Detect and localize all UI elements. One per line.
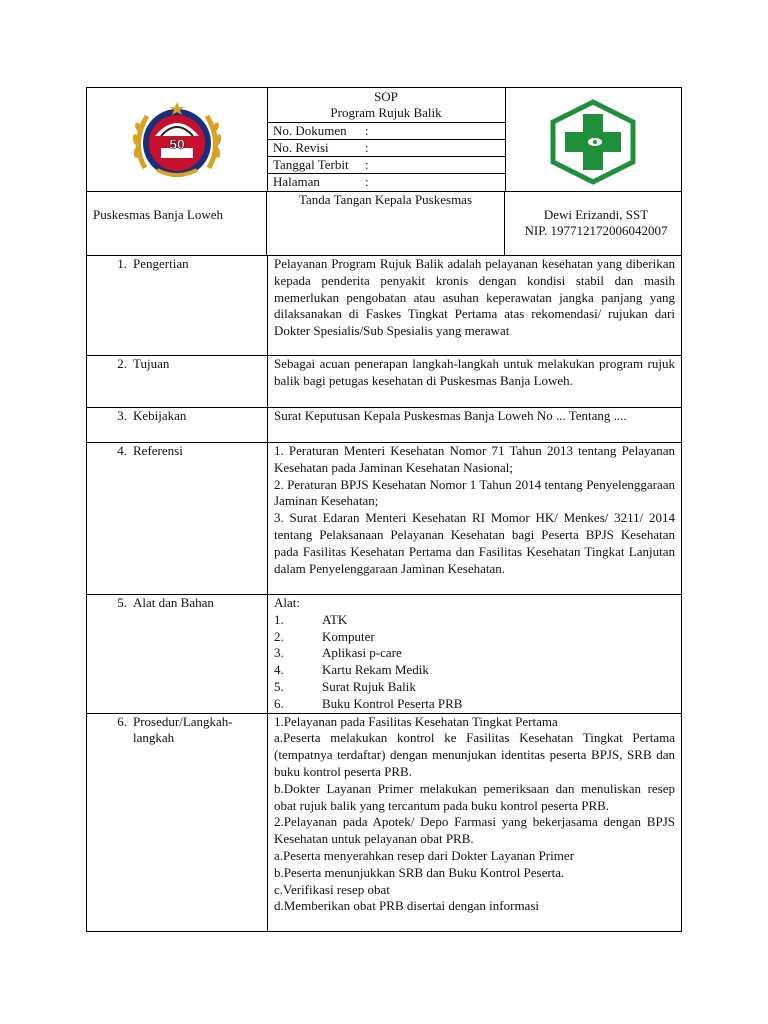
procedure-step: d.Memberikan obat PRB disertai dengan informasi <box>274 898 540 914</box>
regency-seal-icon <box>87 88 267 191</box>
section-kebijakan: 3. Kebijakan Surat Keputusan Kepala Puskesmas Banja Loweh No ... Tentang .... <box>87 408 682 443</box>
document-info <box>267 88 506 191</box>
signature-row <box>86 191 682 256</box>
list-item: 4. Kartu Rekam Medik <box>274 662 429 678</box>
procedure-step: a.Peserta melakukan kontrol ke Fasilitas Kesehatan Tingkat Pertama (tempatnya terdaftar) dengan menunjukan identitas peserta BPJS, SRB dan buku kontrol peserta PRB. <box>274 730 675 779</box>
signature-label: Tanda Tangan Kepala Puskesmas <box>267 191 505 255</box>
sop-header <box>86 87 682 192</box>
tools-list <box>274 612 675 713</box>
section-alat-bahan-text <box>268 595 682 714</box>
section-referensi-text <box>268 443 682 595</box>
sop-content-table <box>86 255 682 932</box>
section-pengertian-text: Pelayanan Program Rujuk Balik adalah pelayanan kesehatan yang diberikan kepada penderita penyakit kronis dengan kondisi stabil dan masih memerlukan pengobatan atau asuhan keperawatan jangka panjang yang dilaksanakan di Faskes Tingkat Pertama atas rekomendasi/ rujukan dari Dokter Spesialis/Sub Spesialis yang merawat <box>268 256 682 356</box>
reference-item: 1. Peraturan Menteri Kesehatan Nomor 71 Tahun 2013 tentang Pelayanan Kesehatan pada Jaminan Kesehatan Nasional; <box>274 443 675 475</box>
list-item: 3. Aplikasi p-care <box>274 645 402 661</box>
regency-seal-cell <box>87 88 268 191</box>
procedure-step: c.Verifikasi resep obat <box>274 881 390 897</box>
procedure-step: 1.Pelayanan pada Fasilitas Kesehatan Tingkat Pertama <box>274 713 558 729</box>
puskesmas-logo-cell <box>505 88 681 191</box>
document-subtitle: Program Rujuk Balik <box>330 105 442 120</box>
section-tujuan: 2. Tujuan Sebagai acuan penerapan langkah-langkah untuk melakukan program rujuk balik bagi petugas kesehatan di Puskesmas Banja Loweh. <box>87 356 682 408</box>
tools-intro: Alat: <box>274 595 300 610</box>
section-referensi: 4. Referensi 1. Peraturan Menteri Kesehatan Nomor 71 Tahun 2013 tentang Pelayanan Kesehatan pada Jaminan Kesehatan Nasional; 2. Peraturan BPJS Kesehatan Nomor 1 Tahun 2014 tentang Penyelenggaraan Jaminan Kesehatan; 3. Surat Edaran Menteri Kesehatan RI Momor HK/ Menkes/ 3211/ 2014 tentang Pelaksanaan Pelayanan Kesehatan bagi Peserta BPJS Kesehatan pada Fasilitas Kesehatan Pertama dan Fasilitas Kesehatan Tingkat Lanjutan dalam Penyelenggaraan Jaminan Kesehatan. <box>87 443 682 595</box>
revision-row: No. Revisi : <box>267 140 505 157</box>
list-item: 5. Surat Rujuk Balik <box>274 678 416 694</box>
procedure-step: b.Dokter Layanan Primer melakukan pemeriksaan dan menuliskan resep obat rujuk balik yang tercantum pada buku kontrol peserta PRB. <box>274 780 675 813</box>
section-alat-bahan: 5. Alat dan Bahan Alat: 1. ATK 2. Komputer 3. Aplikasi p-care 4. Kartu Rekam Medik 5. Surat Rujuk Balik 6. Buku Kontrol Peserta PRB <box>87 595 682 714</box>
seal-number: 50 <box>169 136 185 152</box>
document-title-box <box>267 88 505 123</box>
section-pengertian: 1. Pengertian Pelayanan Program Rujuk Balik adalah pelayanan kesehatan yang diberikan kepada penderita penyakit kronis dengan kondisi stabil dan masih memerlukan pengobatan atau asuhan keperawatan jangka panjang yang dilaksanakan di Faskes Tingkat Pertama atas rekomendasi/ rujukan dari Dokter Spesialis/Sub Spesialis yang merawat <box>87 256 682 356</box>
document-title: SOP <box>374 89 398 104</box>
section-tujuan-text: Sebagai acuan penerapan langkah-langkah untuk melakukan program rujuk balik bagi petugas kesehatan di Puskesmas Banja Loweh. <box>268 356 682 408</box>
section-prosedur-text <box>268 713 682 931</box>
doc-number-row: No. Dokumen : <box>267 123 505 140</box>
signatory-nip: NIP. 197712172006042007 <box>524 223 668 238</box>
page-row: Halaman : <box>273 174 369 189</box>
puskesmas-logo-icon <box>505 88 681 191</box>
reference-item: 2. Peraturan BPJS Kesehatan Nomor 1 Tahun 2014 tentang Penyelenggaraan Jaminan Kesehatan; <box>274 476 675 509</box>
section-kebijakan-text: Surat Keputusan Kepala Puskesmas Banja Loweh No ... Tentang .... <box>268 408 682 443</box>
list-item: 6. Buku Kontrol Peserta PRB <box>274 695 463 711</box>
section-prosedur: 6. Prosedur/Langkah-langkah 1.Pelayanan pada Fasilitas Kesehatan Tingkat Pertama a.Peserta melakukan kontrol ke Fasilitas Kesehatan Tingkat Pertama (tempatnya terdaftar) dengan menunjukan identitas peserta BPJS, SRB dan buku kontrol peserta PRB. b.Dokter Layanan Primer melakukan pemeriksaan dan menuliskan resep obat rujuk balik yang tercantum pada buku kontrol peserta PRB. 2.Pelayanan pada Apotek/ Depo Farmasi yang bekerjasama dengan BPJS Kesehatan untuk pelayanan obat PRB. a.Peserta menyerahkan resep dari Dokter Layanan Primer b.Peserta menunjukkan SRB dan Buku Kontrol Peserta. c.Verifikasi resep obat d.Memberikan obat PRB disertai dengan informasi <box>87 713 682 931</box>
list-item: 1. ATK <box>274 611 348 627</box>
issue-date-row: Tanggal Terbit : <box>267 157 505 174</box>
list-item: 2. Komputer <box>274 628 375 644</box>
procedure-step: 2.Pelayanan pada Apotek/ Depo Farmasi yang bekerjasama dengan BPJS Kesehatan untuk pelayanan obat PRB. <box>274 814 675 847</box>
reference-item: 3. Surat Edaran Menteri Kesehatan RI Momor HK/ Menkes/ 3211/ 2014 tentang Pelaksanaan Pelayanan Kesehatan bagi Peserta BPJS Kesehatan pada Fasilitas Kesehatan Pertama dan Fasilitas Kesehatan Tingkat Lanjutan dalam Penyelenggaraan Jaminan Kesehatan. <box>274 510 675 576</box>
procedure-step: a.Peserta menyerahkan resep dari Dokter Layanan Primer <box>274 847 574 863</box>
organization-name: Puskesmas Banja Loweh <box>87 191 267 255</box>
signatory-name: Dewi Erizandi, SST <box>543 207 649 222</box>
signatory <box>505 191 681 255</box>
procedure-step: b.Peserta menunjukkan SRB dan Buku Kontrol Peserta. <box>274 864 565 880</box>
